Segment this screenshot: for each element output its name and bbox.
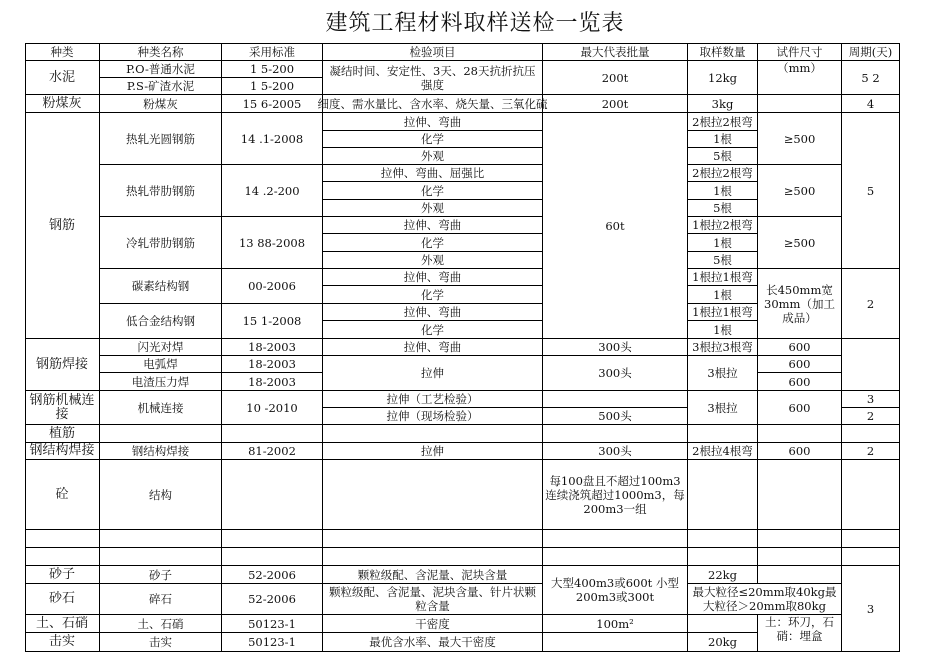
steel-item: 化学 [323, 234, 543, 252]
cement-name-ps: P.S-矿渣水泥 [100, 78, 222, 95]
empty-cell [688, 548, 758, 566]
soil-qty [688, 615, 758, 633]
empty-cell [543, 530, 688, 548]
steel-item: 拉伸、弯曲 [323, 217, 543, 234]
empty-cell [842, 530, 900, 548]
flyash-std: 15 6-2005 [222, 95, 323, 113]
empty-cell [25, 530, 100, 548]
flyash-cycle: 4 [842, 95, 900, 113]
structweld-batch: 300头 [543, 443, 688, 460]
steel-std: 13 88-2008 [222, 217, 323, 269]
soil-name: 土、石硝 [100, 615, 222, 633]
plant-empty [100, 425, 222, 443]
compact-category: 击实 [25, 633, 100, 652]
compact-batch [543, 633, 688, 652]
structweld-std: 81-2002 [222, 443, 323, 460]
soil-items: 干密度 [323, 615, 543, 633]
cement-std-ps: 1 5-200 [222, 78, 323, 95]
empty-cell [842, 548, 900, 566]
steel-name: 冷轧带肋钢筋 [100, 217, 222, 269]
stone-items: 颗粒级配、含泥量、泥块含量、针片状颗粒含量 [323, 584, 543, 615]
steel-qty: 1根 [688, 131, 758, 148]
plant-empty [543, 425, 688, 443]
steel-size: ≥500 [758, 217, 842, 269]
header-category: 种类 [25, 43, 100, 61]
steel-std: 15 1-2008 [222, 304, 323, 339]
mech-cycle-process: 3 [842, 391, 900, 408]
empty-cell [222, 548, 323, 566]
steel-struct-cycle: 2 [842, 269, 900, 339]
empty-cell [323, 530, 543, 548]
concrete-empty [688, 460, 758, 530]
weld-name: 电渣压力焊 [100, 373, 222, 391]
weld-batch-flash: 300头 [543, 339, 688, 356]
weld-items-flash: 拉伸、弯曲 [323, 339, 543, 356]
concrete-empty [758, 460, 842, 530]
soil-size: 土：环刀，石硝：埋盒 [758, 615, 842, 652]
concrete-batch: 每100盘且不超过100m3连续浇筑超过1000m3，每200m3一组 [543, 460, 688, 530]
weld-size: 600 [758, 373, 842, 391]
page-title: 建筑工程材料取样送检一览表 [325, 11, 625, 36]
steel-item: 化学 [323, 286, 543, 304]
weld-std: 18-2003 [222, 339, 323, 356]
steel-item: 外观 [323, 148, 543, 165]
weld-qty-arc: 3根拉 [688, 356, 758, 391]
steel-qty: 1根 [688, 182, 758, 200]
header-items: 检验项目 [323, 43, 543, 61]
steel-item: 拉伸、弯曲 [323, 113, 543, 131]
steel-category: 钢筋 [25, 113, 100, 339]
sand-category: 砂子 [25, 566, 100, 584]
stone-std: 52-2006 [222, 584, 323, 615]
structweld-size: 600 [758, 443, 842, 460]
empty-cell [25, 548, 100, 566]
header-cycle: 周期(天) [842, 43, 900, 61]
mech-name: 机械连接 [100, 391, 222, 425]
plant-empty [842, 425, 900, 443]
cement-std-po: 1 5-200 [222, 61, 323, 78]
steel-name: 热轧带肋钢筋 [100, 165, 222, 217]
mech-category: 钢筋机械连接 [25, 391, 100, 425]
flyash-size [758, 95, 842, 113]
concrete-category: 砼 [25, 460, 100, 530]
empty-cell [758, 548, 842, 566]
steel-item: 拉伸、弯曲 [323, 269, 543, 286]
steel-std: 00-2006 [222, 269, 323, 304]
plant-empty [758, 425, 842, 443]
cement-size: （mm） [758, 61, 842, 95]
steel-item: 化学 [323, 131, 543, 148]
empty-cell [323, 548, 543, 566]
plant-empty [222, 425, 323, 443]
structweld-items: 拉伸 [323, 443, 543, 460]
flyash-batch: 200t [543, 95, 688, 113]
header-name: 种类名称 [100, 43, 222, 61]
structweld-name: 钢结构焊接 [100, 443, 222, 460]
compact-name: 击实 [100, 633, 222, 652]
flyash-name: 粉煤灰 [100, 95, 222, 113]
steel-item: 拉伸、弯曲、屈强比 [323, 165, 543, 182]
weld-std: 18-2003 [222, 356, 323, 373]
concrete-empty [842, 460, 900, 530]
steel-qty: 2根拉2根弯 [688, 165, 758, 182]
mech-cycle-site: 2 [842, 408, 900, 425]
concrete-std [222, 460, 323, 530]
steel-size: ≥500 [758, 165, 842, 217]
steel-item: 化学 [323, 321, 543, 339]
plant-empty [323, 425, 543, 443]
mech-size: 600 [758, 391, 842, 425]
plant-empty [688, 425, 758, 443]
sand-std: 52-2006 [222, 566, 323, 584]
soil-std: 50123-1 [222, 615, 323, 633]
empty-cell [543, 548, 688, 566]
weld-batch-arc: 300头 [543, 356, 688, 391]
weld-category: 钢筋焊接 [25, 339, 100, 391]
flyash-qty: 3kg [688, 95, 758, 113]
header-quantity: 取样数量 [688, 43, 758, 61]
steel-struct-size: 长450mm宽30mm（加工成品） [758, 269, 842, 339]
aggregate-cycle: 3 [842, 566, 900, 652]
empty-cell [758, 530, 842, 548]
compact-std: 50123-1 [222, 633, 323, 652]
empty-cell [100, 548, 222, 566]
sand-name: 砂子 [100, 566, 222, 584]
steel-qty: 2根拉2根弯 [688, 113, 758, 131]
mech-qty: 3根拉 [688, 391, 758, 425]
weld-name: 闪光对焊 [100, 339, 222, 356]
weld-size: 600 [758, 339, 842, 356]
compact-qty: 20kg [688, 633, 758, 652]
steel-item: 外观 [323, 252, 543, 269]
steel-name: 碳素结构钢 [100, 269, 222, 304]
mech-item-process: 拉伸（工艺检验） [323, 391, 543, 408]
cement-category: 水泥 [25, 61, 100, 95]
steel-name: 低合金结构钢 [100, 304, 222, 339]
aggregate-batch: 大型400m3或600t 小型200m3或300t [543, 566, 688, 615]
cement-name-po: P.O-普通水泥 [100, 61, 222, 78]
header-standard: 采用标准 [222, 43, 323, 61]
steel-item: 外观 [323, 200, 543, 217]
weld-size: 600 [758, 356, 842, 373]
stone-name: 碎石 [100, 584, 222, 615]
steel-size: ≥500 [758, 113, 842, 165]
steel-cycle: 5 [842, 113, 900, 269]
steel-qty: 1根拉2根弯 [688, 217, 758, 234]
weld-std: 18-2003 [222, 373, 323, 391]
steel-qty: 1根 [688, 321, 758, 339]
cement-batch: 200t [543, 61, 688, 95]
steel-item: 化学 [323, 182, 543, 200]
mech-item-site: 拉伸（现场检验） [323, 408, 543, 425]
empty-cell [688, 530, 758, 548]
steel-qty: 5根 [688, 148, 758, 165]
header-batch: 最大代表批量 [543, 43, 688, 61]
weld-name: 电弧焊 [100, 356, 222, 373]
steel-std: 14 .1-2008 [222, 113, 323, 165]
empty-cell [100, 530, 222, 548]
cement-qty: 12kg [688, 61, 758, 95]
compact-items: 最优含水率、最大干密度 [323, 633, 543, 652]
steel-std: 14 .2-200 [222, 165, 323, 217]
sand-items: 颗粒级配、含泥量、泥块含量 [323, 566, 543, 584]
soil-category: 土、石硝 [25, 615, 100, 633]
stone-category: 砂石 [25, 584, 100, 615]
cement-items: 凝结时间、安定性、3天、28天抗折抗压强度 [323, 61, 543, 95]
structweld-cycle: 2 [842, 443, 900, 460]
structweld-category: 钢结构焊接 [25, 443, 100, 460]
steel-qty: 5根 [688, 252, 758, 269]
steel-qty: 5根 [688, 200, 758, 217]
mech-batch: 500头 [543, 408, 688, 425]
steel-qty: 1根拉1根弯 [688, 269, 758, 286]
empty-cell [222, 530, 323, 548]
steel-item: 拉伸、弯曲 [323, 304, 543, 321]
plant-category: 植筋 [25, 425, 100, 443]
weld-items-arc: 拉伸 [323, 356, 543, 391]
steel-qty: 1根 [688, 286, 758, 304]
steel-qty: 1根拉1根弯 [688, 304, 758, 321]
mech-batch-process [543, 391, 688, 408]
sand-qty: 22kg [688, 566, 758, 584]
steel-batch: 60t [543, 113, 688, 339]
sand-size [758, 566, 842, 584]
soil-batch: 100m² [543, 615, 688, 633]
weld-cycle [842, 339, 900, 391]
steel-qty: 1根 [688, 234, 758, 252]
flyash-category: 粉煤灰 [25, 95, 100, 113]
concrete-items [323, 460, 543, 530]
cement-cycle: 5 2 [842, 61, 900, 95]
structweld-qty: 2根拉4根弯 [688, 443, 758, 460]
stone-qty: 最大粒径≤20mm取40kg最大粒径＞20mm取80kg [688, 584, 842, 615]
header-size: 试件尺寸 [758, 43, 842, 61]
flyash-items: 细度、需水量比、含水率、烧矢量、三氧化硫 [323, 95, 543, 113]
concrete-name: 结构 [100, 460, 222, 530]
weld-qty-flash: 3根拉3根弯 [688, 339, 758, 356]
steel-name: 热轧光圆钢筋 [100, 113, 222, 165]
mech-std: 10 -2010 [222, 391, 323, 425]
